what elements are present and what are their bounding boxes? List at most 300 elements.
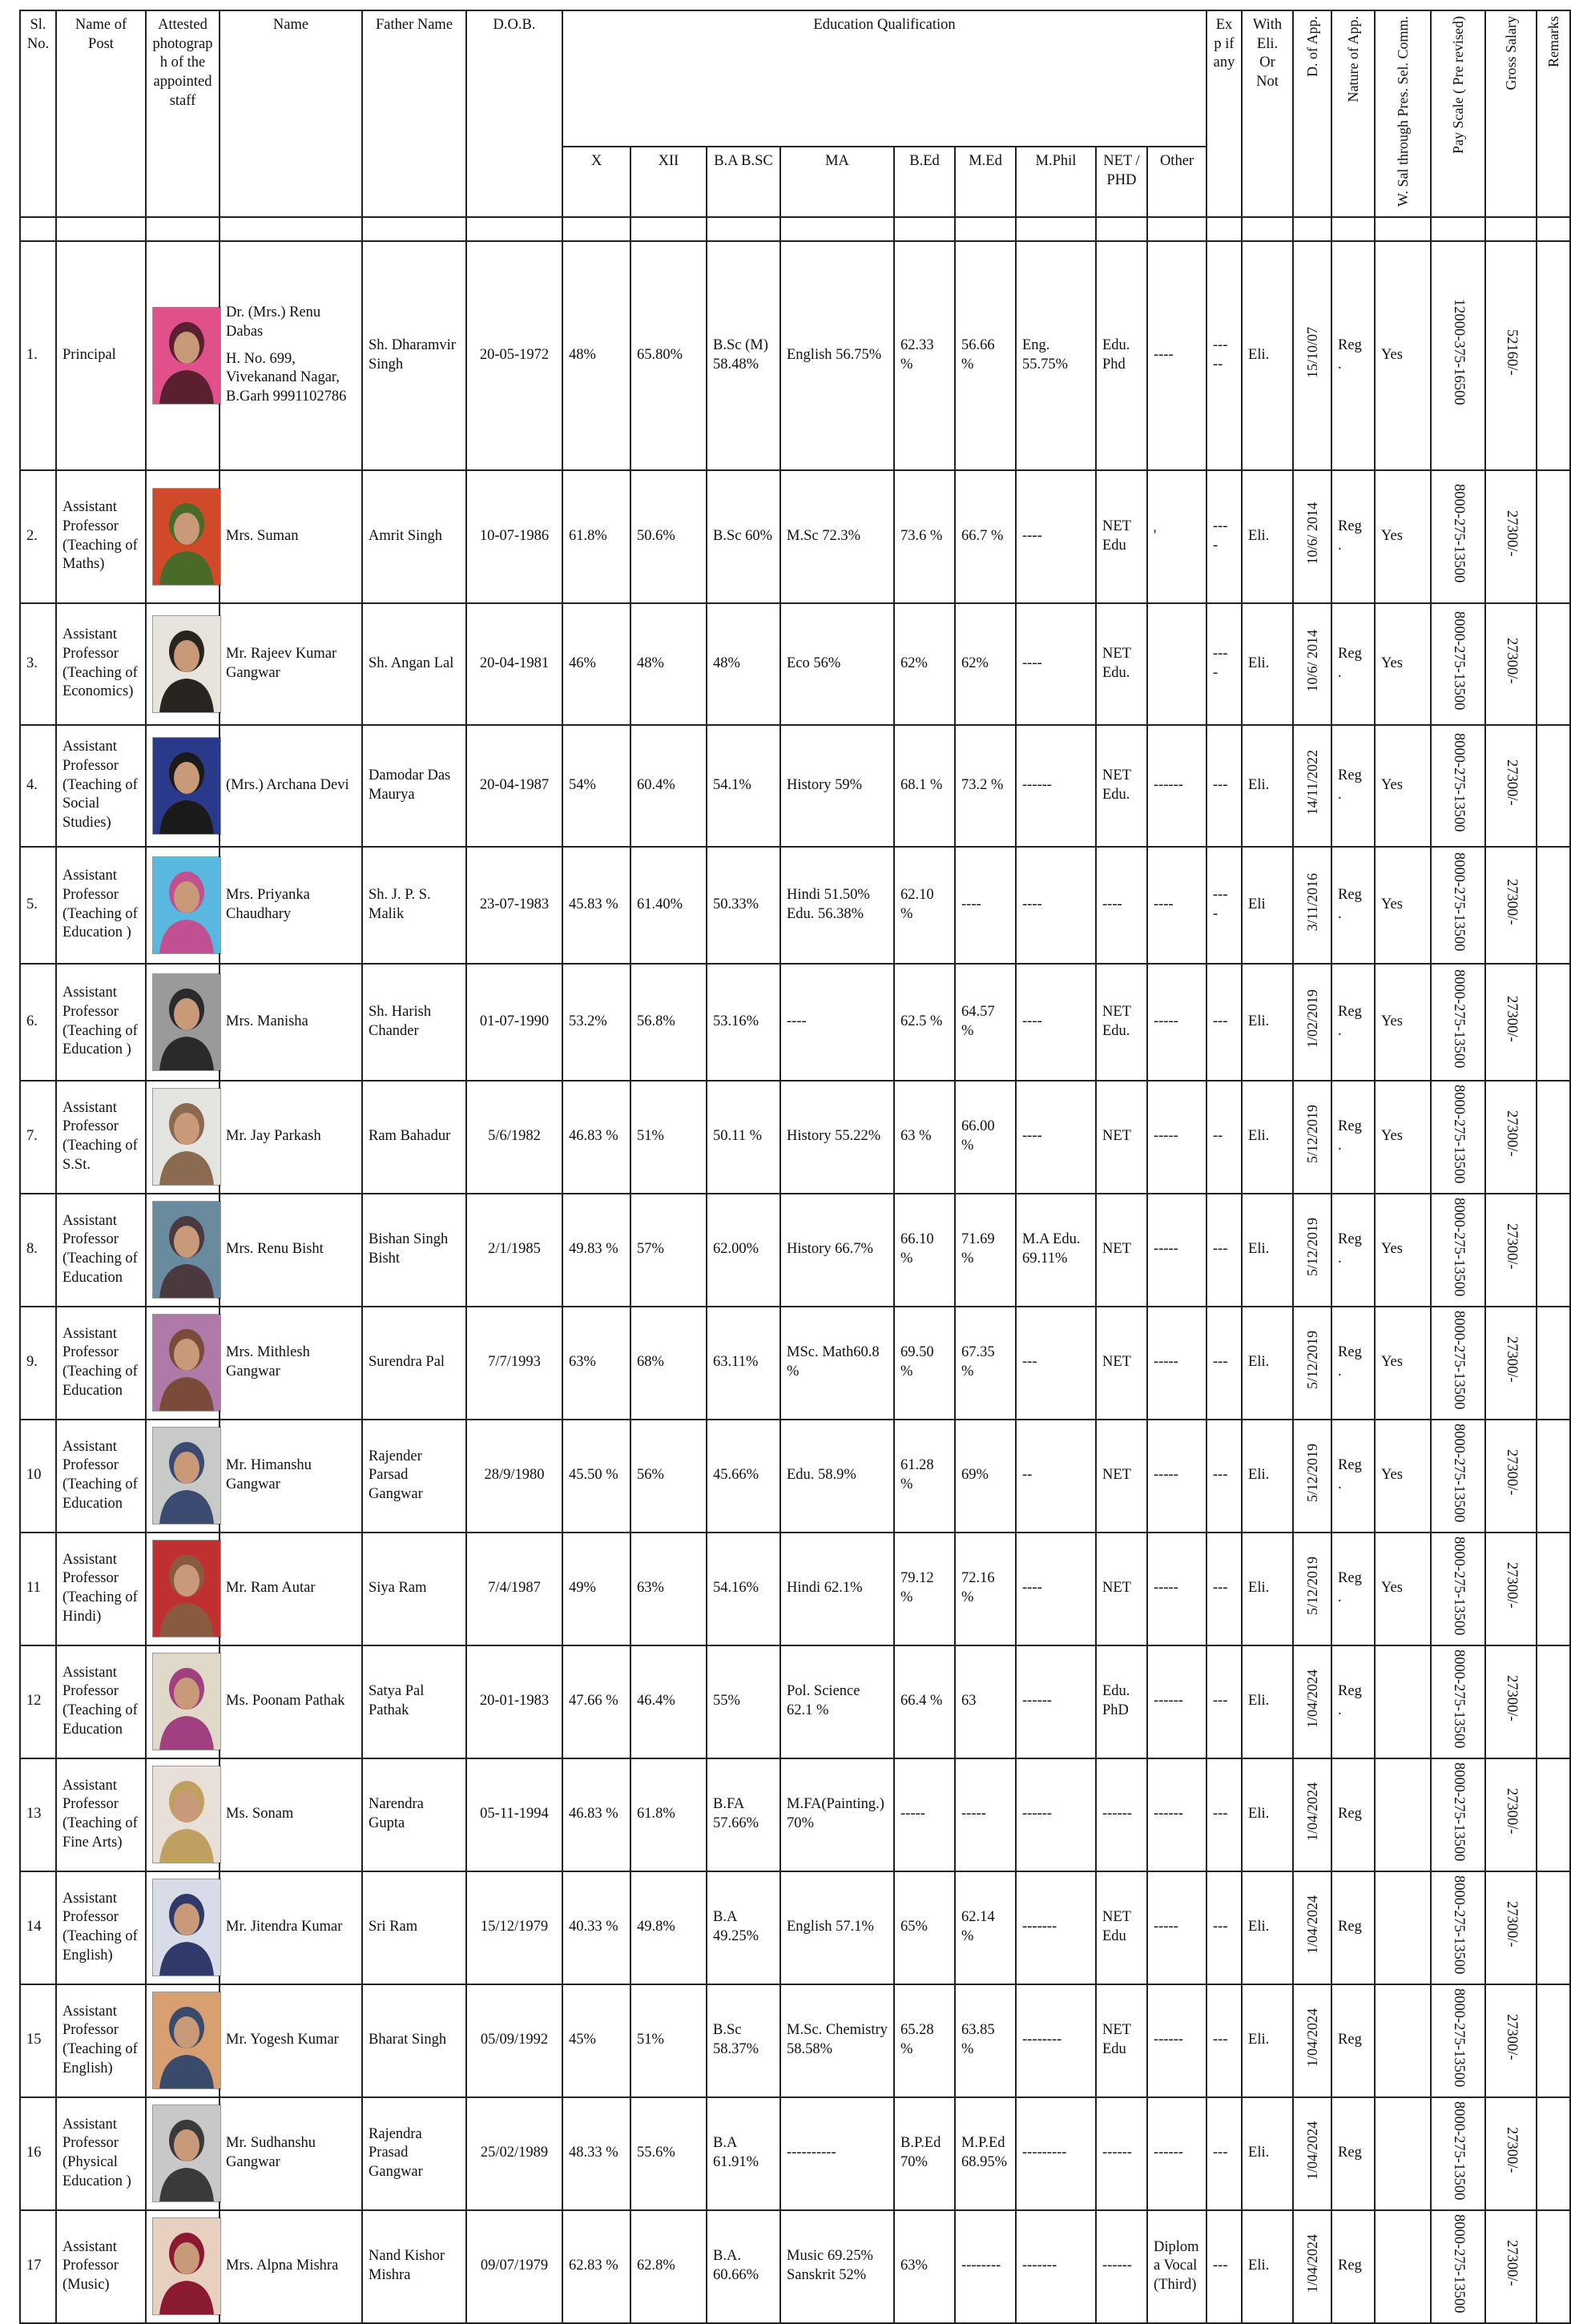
post: Assistant Professor (Teaching of Fine Arts) bbox=[56, 1758, 146, 1871]
staff-name: Mr. Jay Parkash bbox=[226, 1128, 321, 1145]
dob: 05-11-1994 bbox=[466, 1758, 562, 1871]
post: Assistant Professor (Music) bbox=[56, 2210, 146, 2323]
name-cell bbox=[220, 241, 362, 470]
net-phd: NET Edu bbox=[1096, 1871, 1147, 1984]
nature-of-app: Reg . bbox=[1331, 964, 1375, 1081]
col-father: Father Name bbox=[362, 10, 466, 217]
med-marks: 63 bbox=[955, 1645, 1016, 1758]
nature-of-app: Reg bbox=[1331, 2210, 1375, 2323]
remarks bbox=[1537, 1533, 1570, 1645]
post: Principal bbox=[56, 241, 146, 470]
table-body bbox=[20, 217, 1570, 2323]
net-phd: NET Edu bbox=[1096, 470, 1147, 603]
other-qual: ----- bbox=[1147, 1533, 1206, 1645]
father-name: Ram Bahadur bbox=[362, 1081, 466, 1194]
net-phd: NET Edu bbox=[1096, 1984, 1147, 2097]
post: Assistant Professor (Teaching of Social Studies) bbox=[56, 725, 146, 847]
date-of-appointment: 3/11/2016 bbox=[1293, 847, 1331, 964]
xii-marks: 63% bbox=[630, 1533, 707, 1645]
staff-photo bbox=[152, 1992, 221, 2089]
ma-marks: ---------- bbox=[780, 2097, 894, 2210]
gross-salary: 27300/- bbox=[1485, 1307, 1537, 1420]
other-qual: ----- bbox=[1147, 1307, 1206, 1420]
experience: --- bbox=[1206, 1420, 1242, 1533]
remarks bbox=[1537, 470, 1570, 603]
experience: --- bbox=[1206, 2210, 1242, 2323]
gross-salary: 27300/- bbox=[1485, 603, 1537, 725]
col-name: Name bbox=[220, 10, 362, 217]
sl-no: 16 bbox=[20, 2097, 56, 2210]
dob: 20-01-1983 bbox=[466, 1645, 562, 1758]
name-cell bbox=[220, 725, 362, 847]
nature-of-app: Reg . bbox=[1331, 1645, 1375, 1758]
dob: 28/9/1980 bbox=[466, 1420, 562, 1533]
staff-name: Mr. Rajeev Kumar Gangwar bbox=[226, 645, 337, 681]
other-qual: Diplom a Vocal (Third) bbox=[1147, 2210, 1206, 2323]
pay-scale: 8000-275-13500 bbox=[1431, 1984, 1485, 2097]
mphil-marks: Eng. 55.75% bbox=[1016, 241, 1096, 470]
dob: 20-05-1972 bbox=[466, 241, 562, 470]
gross-salary: 27300/- bbox=[1485, 2097, 1537, 2210]
staff-name: Mr. Sudhanshu Gangwar bbox=[226, 2135, 316, 2171]
pay-scale: 8000-275-13500 bbox=[1431, 470, 1485, 603]
x-marks: 48% bbox=[562, 241, 630, 470]
other-qual: ------ bbox=[1147, 1645, 1206, 1758]
w-sal: Yes bbox=[1375, 847, 1431, 964]
name-cell bbox=[220, 2210, 362, 2323]
x-marks: 45.83 % bbox=[562, 847, 630, 964]
other-qual: ------ bbox=[1147, 2097, 1206, 2210]
net-phd: ---- bbox=[1096, 847, 1147, 964]
nature-of-app: Reg . bbox=[1331, 1194, 1375, 1307]
w-sal: Yes bbox=[1375, 1307, 1431, 1420]
other-qual: ------ bbox=[1147, 725, 1206, 847]
mphil-marks: ---- bbox=[1016, 964, 1096, 1081]
med-marks: 71.69 % bbox=[955, 1194, 1016, 1307]
staff-photo bbox=[152, 1766, 221, 1863]
mphil-marks: ---- bbox=[1016, 603, 1096, 725]
x-marks: 45% bbox=[562, 1984, 630, 2097]
ba-marks: 45.66% bbox=[707, 1420, 780, 1533]
ba-marks: 50.33% bbox=[707, 847, 780, 964]
sl-no: 17 bbox=[20, 2210, 56, 2323]
other-qual: ---- bbox=[1147, 847, 1206, 964]
ma-marks: Eco 56% bbox=[780, 603, 894, 725]
eligibility: Eli. bbox=[1242, 603, 1293, 725]
col-xii: XII bbox=[630, 147, 707, 217]
sl-no: 14 bbox=[20, 1871, 56, 1984]
gross-salary: 27300/- bbox=[1485, 1420, 1537, 1533]
father-name: Nand Kishor Mishra bbox=[362, 2210, 466, 2323]
x-marks: 48.33 % bbox=[562, 2097, 630, 2210]
net-phd: NET bbox=[1096, 1194, 1147, 1307]
col-wsal: W. Sal through Pres. Sel. Comm. bbox=[1375, 10, 1431, 217]
other-qual: ----- bbox=[1147, 964, 1206, 1081]
staff-photo bbox=[152, 737, 221, 835]
mphil-marks: ------ bbox=[1016, 725, 1096, 847]
father-name: Rajender Parsad Gangwar bbox=[362, 1420, 466, 1533]
table-row bbox=[20, 1758, 1570, 1871]
ba-marks: 48% bbox=[707, 603, 780, 725]
col-date-app: D. of App. bbox=[1293, 10, 1331, 217]
date-of-appointment: 1/04/2024 bbox=[1293, 1758, 1331, 1871]
ba-marks: B.Sc 60% bbox=[707, 470, 780, 603]
other-qual bbox=[1147, 603, 1206, 725]
pay-scale: 8000-275-13500 bbox=[1431, 1307, 1485, 1420]
staff-photo bbox=[152, 1540, 221, 1637]
remarks bbox=[1537, 964, 1570, 1081]
pay-scale: 8000-275-13500 bbox=[1431, 2097, 1485, 2210]
experience: --- - bbox=[1206, 470, 1242, 603]
staff-name: Ms. Poonam Pathak bbox=[226, 1693, 345, 1710]
remarks bbox=[1537, 1984, 1570, 2097]
sl-no: 6. bbox=[20, 964, 56, 1081]
pay-scale: 8000-275-13500 bbox=[1431, 2210, 1485, 2323]
photo-cell bbox=[146, 847, 220, 964]
other-qual: ' bbox=[1147, 470, 1206, 603]
nature-of-app: Reg . bbox=[1331, 603, 1375, 725]
col-sl-no: Sl. No. bbox=[20, 10, 56, 217]
bed-marks: 62.33 % bbox=[894, 241, 955, 470]
remarks bbox=[1537, 2097, 1570, 2210]
eligibility: Eli. bbox=[1242, 725, 1293, 847]
gross-salary: 27300/- bbox=[1485, 1645, 1537, 1758]
mphil-marks: ---- bbox=[1016, 470, 1096, 603]
experience: --- bbox=[1206, 1758, 1242, 1871]
father-name: Siya Ram bbox=[362, 1533, 466, 1645]
bed-marks: 73.6 % bbox=[894, 470, 955, 603]
father-name: Narendra Gupta bbox=[362, 1758, 466, 1871]
name-cell bbox=[220, 1984, 362, 2097]
xii-marks: 61.40% bbox=[630, 847, 707, 964]
xii-marks: 65.80% bbox=[630, 241, 707, 470]
post: Assistant Professor (Teaching of Education bbox=[56, 1645, 146, 1758]
remarks bbox=[1537, 603, 1570, 725]
other-qual: ------ bbox=[1147, 1758, 1206, 1871]
father-name: Bharat Singh bbox=[362, 1984, 466, 2097]
net-phd: NET bbox=[1096, 1081, 1147, 1194]
xii-marks: 56.8% bbox=[630, 964, 707, 1081]
photo-cell bbox=[146, 2097, 220, 2210]
father-name: Bishan Singh Bisht bbox=[362, 1194, 466, 1307]
nature-of-app: Reg . bbox=[1331, 1081, 1375, 1194]
remarks bbox=[1537, 2210, 1570, 2323]
bed-marks: 63% bbox=[894, 2210, 955, 2323]
name-cell bbox=[220, 1081, 362, 1194]
remarks bbox=[1537, 1758, 1570, 1871]
dob: 7/4/1987 bbox=[466, 1533, 562, 1645]
nature-of-app: Reg . bbox=[1331, 1420, 1375, 1533]
name-cell bbox=[220, 1645, 362, 1758]
col-post: Name of Post bbox=[56, 10, 146, 217]
col-nature: Nature of App. bbox=[1331, 10, 1375, 217]
w-sal bbox=[1375, 1871, 1431, 1984]
name-cell bbox=[220, 847, 362, 964]
w-sal: Yes bbox=[1375, 1081, 1431, 1194]
x-marks: 46.83 % bbox=[562, 1758, 630, 1871]
remarks bbox=[1537, 1871, 1570, 1984]
name-cell bbox=[220, 2097, 362, 2210]
nature-of-app: Reg bbox=[1331, 2097, 1375, 2210]
bed-marks: 66.4 % bbox=[894, 1645, 955, 1758]
table-row bbox=[20, 1533, 1570, 1645]
remarks bbox=[1537, 1194, 1570, 1307]
table-row bbox=[20, 1984, 1570, 2097]
ba-marks: 62.00% bbox=[707, 1194, 780, 1307]
post: Assistant Professor (Teaching of Education bbox=[56, 1307, 146, 1420]
sl-no: 12 bbox=[20, 1645, 56, 1758]
dob: 15/12/1979 bbox=[466, 1871, 562, 1984]
pay-scale: 8000-275-13500 bbox=[1431, 1194, 1485, 1307]
photo-cell bbox=[146, 470, 220, 603]
table-row bbox=[20, 603, 1570, 725]
sl-no: 8. bbox=[20, 1194, 56, 1307]
net-phd: NET Edu. bbox=[1096, 603, 1147, 725]
staff-name: (Mrs.) Archana Devi bbox=[226, 776, 349, 793]
eligibility: Eli. bbox=[1242, 1081, 1293, 1194]
med-marks: 66.7 % bbox=[955, 470, 1016, 603]
father-name: Satya Pal Pathak bbox=[362, 1645, 466, 1758]
x-marks: 40.33 % bbox=[562, 1871, 630, 1984]
staff-photo bbox=[152, 307, 221, 405]
xii-marks: 61.8% bbox=[630, 1758, 707, 1871]
ma-marks: Hindi 51.50% Edu. 56.38% bbox=[780, 847, 894, 964]
nature-of-app: Reg bbox=[1331, 1984, 1375, 2097]
experience: --- bbox=[1206, 2097, 1242, 2210]
staff-name: Mr. Ram Autar bbox=[226, 1580, 316, 1597]
ba-marks: 50.11 % bbox=[707, 1081, 780, 1194]
eligibility: Eli. bbox=[1242, 2210, 1293, 2323]
gross-salary: 27300/- bbox=[1485, 1081, 1537, 1194]
sl-no: 4. bbox=[20, 725, 56, 847]
sl-no: 2. bbox=[20, 470, 56, 603]
bed-marks: 62% bbox=[894, 603, 955, 725]
col-bed: B.Ed bbox=[894, 147, 955, 217]
dob: 7/7/1993 bbox=[466, 1307, 562, 1420]
date-of-appointment: 14/11/2022 bbox=[1293, 725, 1331, 847]
photo-cell bbox=[146, 241, 220, 470]
date-of-appointment: 15/10/07 bbox=[1293, 241, 1331, 470]
sl-no: 11 bbox=[20, 1533, 56, 1645]
xii-marks: 51% bbox=[630, 1984, 707, 2097]
ba-marks: 63.11% bbox=[707, 1307, 780, 1420]
dob: 01-07-1990 bbox=[466, 964, 562, 1081]
remarks bbox=[1537, 1081, 1570, 1194]
experience: --- bbox=[1206, 1307, 1242, 1420]
col-ma: MA bbox=[780, 147, 894, 217]
staff-address: H. No. 699, Vivekanand Nagar, B.Garh 9991102786 bbox=[226, 350, 347, 405]
experience: --- bbox=[1206, 1194, 1242, 1307]
pay-scale: 8000-275-13500 bbox=[1431, 1420, 1485, 1533]
father-name: Sh. Harish Chander bbox=[362, 964, 466, 1081]
photo-cell bbox=[146, 725, 220, 847]
name-cell bbox=[220, 1194, 362, 1307]
table-row bbox=[20, 2210, 1570, 2323]
x-marks: 46.83 % bbox=[562, 1081, 630, 1194]
eligibility: Eli. bbox=[1242, 1984, 1293, 2097]
post: Assistant Professor (Teaching of English) bbox=[56, 1984, 146, 2097]
ma-marks: Music 69.25% Sanskrit 52% bbox=[780, 2210, 894, 2323]
mphil-marks: ---- bbox=[1016, 1081, 1096, 1194]
w-sal: Yes bbox=[1375, 725, 1431, 847]
table-row bbox=[20, 1081, 1570, 1194]
other-qual: ----- bbox=[1147, 1194, 1206, 1307]
bed-marks: 62.5 % bbox=[894, 964, 955, 1081]
other-qual: ------ bbox=[1147, 1984, 1206, 2097]
table-row bbox=[20, 847, 1570, 964]
w-sal bbox=[1375, 1758, 1431, 1871]
date-of-appointment: 5/12/2019 bbox=[1293, 1533, 1331, 1645]
table-row bbox=[20, 1871, 1570, 1984]
nature-of-app: Reg . bbox=[1331, 1307, 1375, 1420]
ba-marks: B.A 61.91% bbox=[707, 2097, 780, 2210]
col-education: Education Qualification bbox=[562, 10, 1206, 147]
x-marks: 63% bbox=[562, 1307, 630, 1420]
father-name: Sh. Dharamvir Singh bbox=[362, 241, 466, 470]
w-sal bbox=[1375, 1645, 1431, 1758]
ma-marks: M.FA(Painting.) 70% bbox=[780, 1758, 894, 1871]
date-of-appointment: 5/12/2019 bbox=[1293, 1081, 1331, 1194]
staff-photo bbox=[152, 1427, 221, 1524]
w-sal bbox=[1375, 1984, 1431, 2097]
bed-marks: 61.28 % bbox=[894, 1420, 955, 1533]
xii-marks: 68% bbox=[630, 1307, 707, 1420]
staff-name: Mr. Yogesh Kumar bbox=[226, 2032, 339, 2048]
dob: 20-04-1987 bbox=[466, 725, 562, 847]
net-phd: ------ bbox=[1096, 1758, 1147, 1871]
staff-photo bbox=[152, 2217, 221, 2315]
photo-cell bbox=[146, 603, 220, 725]
date-of-appointment: 1/04/2024 bbox=[1293, 1984, 1331, 2097]
bed-marks: 65% bbox=[894, 1871, 955, 1984]
w-sal: Yes bbox=[1375, 1194, 1431, 1307]
date-of-appointment: 1/02/2019 bbox=[1293, 964, 1331, 1081]
date-of-appointment: 10/6/ 2014 bbox=[1293, 603, 1331, 725]
x-marks: 62.83 % bbox=[562, 2210, 630, 2323]
experience: --- bbox=[1206, 725, 1242, 847]
ma-marks: Hindi 62.1% bbox=[780, 1533, 894, 1645]
sl-no: 13 bbox=[20, 1758, 56, 1871]
photo-cell bbox=[146, 1194, 220, 1307]
gross-salary: 27300/- bbox=[1485, 847, 1537, 964]
dob: 2/1/1985 bbox=[466, 1194, 562, 1307]
father-name: Damodar Das Maurya bbox=[362, 725, 466, 847]
mphil-marks: ------- bbox=[1016, 1871, 1096, 1984]
sl-no: 3. bbox=[20, 603, 56, 725]
ba-marks: B.Sc 58.37% bbox=[707, 1984, 780, 2097]
photo-cell bbox=[146, 1081, 220, 1194]
date-of-appointment: 1/04/2024 bbox=[1293, 1645, 1331, 1758]
col-eli: With Eli. Or Not bbox=[1242, 10, 1293, 217]
x-marks: 54% bbox=[562, 725, 630, 847]
xii-marks: 62.8% bbox=[630, 2210, 707, 2323]
remarks bbox=[1537, 847, 1570, 964]
nature-of-app: Reg . bbox=[1331, 470, 1375, 603]
pay-scale: 8000-275-13500 bbox=[1431, 1758, 1485, 1871]
date-of-appointment: 10/6/ 2014 bbox=[1293, 470, 1331, 603]
col-other: Other bbox=[1147, 147, 1206, 217]
nature-of-app: Reg . bbox=[1331, 241, 1375, 470]
col-mphil: M.Phil bbox=[1016, 147, 1096, 217]
father-name: Surendra Pal bbox=[362, 1307, 466, 1420]
w-sal: Yes bbox=[1375, 964, 1431, 1081]
nature-of-app: Reg . bbox=[1331, 725, 1375, 847]
med-marks: -------- bbox=[955, 2210, 1016, 2323]
other-qual: ----- bbox=[1147, 1420, 1206, 1533]
name-cell bbox=[220, 1871, 362, 1984]
eligibility: Eli. bbox=[1242, 1871, 1293, 1984]
col-dob: D.O.B. bbox=[466, 10, 562, 217]
xii-marks: 46.4% bbox=[630, 1645, 707, 1758]
pay-scale: 8000-275-13500 bbox=[1431, 1081, 1485, 1194]
father-name: Sri Ram bbox=[362, 1871, 466, 1984]
col-med: M.Ed bbox=[955, 147, 1016, 217]
x-marks: 49.83 % bbox=[562, 1194, 630, 1307]
net-phd: ------ bbox=[1096, 2097, 1147, 2210]
father-name: Sh. J. P. S. Malik bbox=[362, 847, 466, 964]
bed-marks: 69.50 % bbox=[894, 1307, 955, 1420]
pay-scale: 8000-275-13500 bbox=[1431, 1645, 1485, 1758]
eligibility: Eli. bbox=[1242, 1645, 1293, 1758]
ma-marks: ---- bbox=[780, 964, 894, 1081]
other-qual: ----- bbox=[1147, 1871, 1206, 1984]
sl-no: 15 bbox=[20, 1984, 56, 2097]
med-marks: 73.2 % bbox=[955, 725, 1016, 847]
post: Assistant Professor (Teaching of Education ) bbox=[56, 847, 146, 964]
father-name: Rajendra Prasad Gangwar bbox=[362, 2097, 466, 2210]
pay-scale: 8000-275-13500 bbox=[1431, 725, 1485, 847]
photo-cell bbox=[146, 1307, 220, 1420]
table-row bbox=[20, 1194, 1570, 1307]
col-remarks: Remarks bbox=[1537, 10, 1570, 217]
experience: --- bbox=[1206, 1645, 1242, 1758]
pay-scale: 8000-275-13500 bbox=[1431, 847, 1485, 964]
med-marks: M.P.Ed 68.95% bbox=[955, 2097, 1016, 2210]
ba-marks: B.A. 60.66% bbox=[707, 2210, 780, 2323]
eligibility: Eli. bbox=[1242, 470, 1293, 603]
remarks bbox=[1537, 1420, 1570, 1533]
bed-marks: 66.10 % bbox=[894, 1194, 955, 1307]
eligibility: Eli. bbox=[1242, 1194, 1293, 1307]
staff-photo bbox=[152, 856, 221, 954]
staff-name: Mrs. Suman bbox=[226, 527, 299, 544]
bed-marks: B.P.Ed 70% bbox=[894, 2097, 955, 2210]
staff-photo bbox=[152, 973, 221, 1071]
x-marks: 61.8% bbox=[562, 470, 630, 603]
bed-marks: ----- bbox=[894, 1758, 955, 1871]
med-marks: 67.35 % bbox=[955, 1307, 1016, 1420]
table-row bbox=[20, 1645, 1570, 1758]
staff-name: Mr. Jitendra Kumar bbox=[226, 1919, 343, 1935]
med-marks: ----- bbox=[955, 1758, 1016, 1871]
xii-marks: 60.4% bbox=[630, 725, 707, 847]
mphil-marks: ------ bbox=[1016, 1758, 1096, 1871]
table-row bbox=[20, 1307, 1570, 1420]
xii-marks: 50.6% bbox=[630, 470, 707, 603]
net-phd: NET Edu. bbox=[1096, 964, 1147, 1081]
w-sal: Yes bbox=[1375, 241, 1431, 470]
sl-no: 10 bbox=[20, 1420, 56, 1533]
staff-photo bbox=[152, 1314, 221, 1412]
dob: 20-04-1981 bbox=[466, 603, 562, 725]
table-row bbox=[20, 1420, 1570, 1533]
staff-name: Mrs. Renu Bisht bbox=[226, 1241, 324, 1258]
ma-marks: M.Sc 72.3% bbox=[780, 470, 894, 603]
sl-no: 9. bbox=[20, 1307, 56, 1420]
pay-scale: 8000-275-13500 bbox=[1431, 964, 1485, 1081]
ba-marks: 55% bbox=[707, 1645, 780, 1758]
photo-cell bbox=[146, 1645, 220, 1758]
